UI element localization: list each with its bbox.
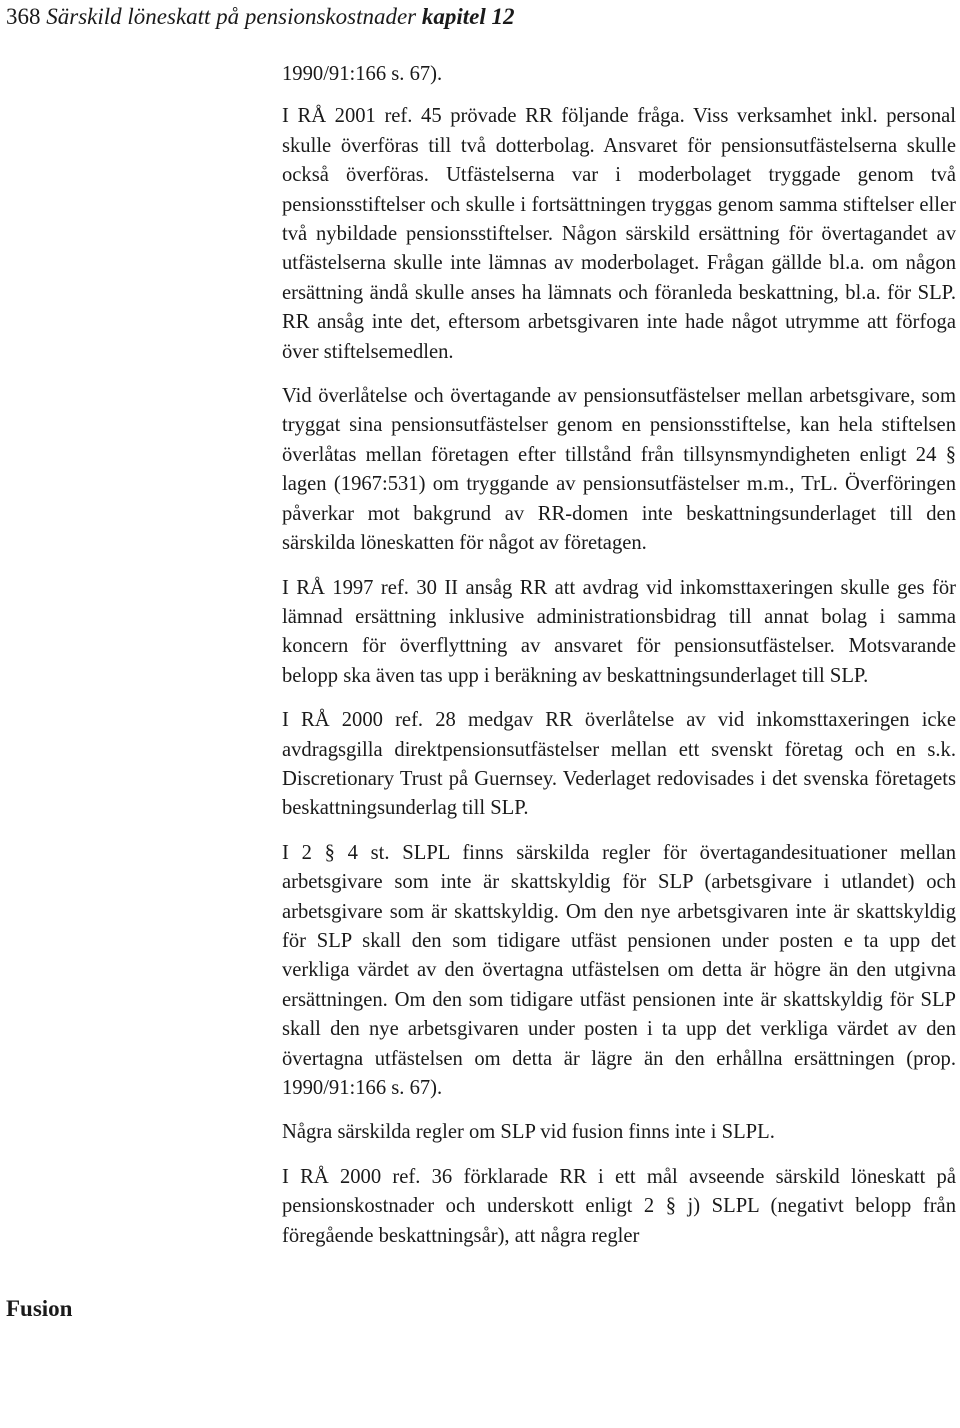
section-heading-fusion: Fusion [6, 1296, 73, 1321]
paragraph-6: I 2 § 4 st. SLPL finns särskilda regler för övertagandesituationer mellan arbetsgivare som inte är skattskyldig för SLP (arbetsgivare i utlandet) och arbetsgivare som är skattskyldig. Om den nye arbetsgivaren inte är skattskyldig för SLP skall den som tidigare utfäst pensionen under posten e ta upp det verkliga värdet av den övertagna utfästelsen om detta är högre än den utgivna ersättningen. Om den som tidigare utfäst pensionen inte är skattskyldig för SLP skall den nye arbetsgivaren under posten i ta upp det verkliga värdet av den övertagna utfästelsen om detta är lägre än den erhållna ersättningen (prop. 1990/91:166 s. 67). [282, 841, 956, 1099]
paragraph-1: 1990/91:166 s. 67). [282, 63, 443, 85]
paragraph-2: I RÅ 2001 ref. 45 prövade RR följande fråga. Viss verksamhet inkl. personal skulle överföras till två dotterbolag. Ansvaret för pensionsutfästelserna skulle också överföras. Utfästelserna var i moderbolaget tryggade genom två pensionsstiftelser och skulle i fortsättningen tryggas genom samma stiftelser eller två nybildade pensionsstiftelser. Någon särskild ersättning för övertagandet av utfästelserna skulle inte lämnas av moderbolaget. Frågan gällde bl.a. om någon ersättning ändå skulle anses ha lämnats och föranleda beskattning, bl.a. för SLP. RR ansåg inte det, eftersom arbetsgivaren inte hade något utrymme att förfoga över stiftelsemedlen. [282, 105, 956, 363]
body-text [282, 60, 956, 1266]
paragraph-4: I RÅ 1997 ref. 30 II ansåg RR att avdrag vid inkomsttaxeringen skulle ges för lämnad ersättning inklusive administrationsbidrag till annat bolag i samma koncern för överflyttning av ansvaret för pensionsutfästelser. Motsvarande belopp ska även tas upp i beräkning av beskattningsunderlaget till SLP. [282, 576, 956, 687]
page-number: 368 [6, 4, 41, 29]
page-header [6, 2, 515, 32]
paragraph-7: Några särskilda regler om SLP vid fusion finns inte i SLPL. [282, 1121, 775, 1144]
paragraph-3: Vid överlåtelse och övertagande av pensionsutfästelser mellan arbetsgivare, som tryggat sina pensionsutfästelser genom en pensionsstiftelse, kan hela stiftelsen överlåtas mellan företagen efter tillstånd från tillsynsmyndigheten enligt 24 § lagen (1967:531) om tryggande av pensionsutfästelser m.m., TrL. Överföringen påverkar mot bakgrund av RR-domen inte beskattningsunderlaget till den särskilda löneskatten för något av företagen. [282, 385, 956, 555]
chapter-title: Särskild löneskatt på pensionskostnader [46, 4, 417, 29]
paragraph-8: I RÅ 2000 ref. 36 förklarade RR i ett mål avseende särskild löneskatt på pensionskostnader och underskott enligt 2 § j) SLPL (negativt belopp från föregående beskattningsår), att några regler [282, 1165, 956, 1247]
chapter-label: kapitel 12 [421, 4, 515, 29]
paragraph-5: I RÅ 2000 ref. 28 medgav RR överlåtelse av vid inkomsttaxeringen icke avdragsgilla direktpensionsutfästelser mellan ett svenskt företag och en s.k. Discretionary Trust på Guernsey. Vederlaget redovisades i det svenska företagets beskattningsunderlag till SLP. [282, 709, 956, 820]
